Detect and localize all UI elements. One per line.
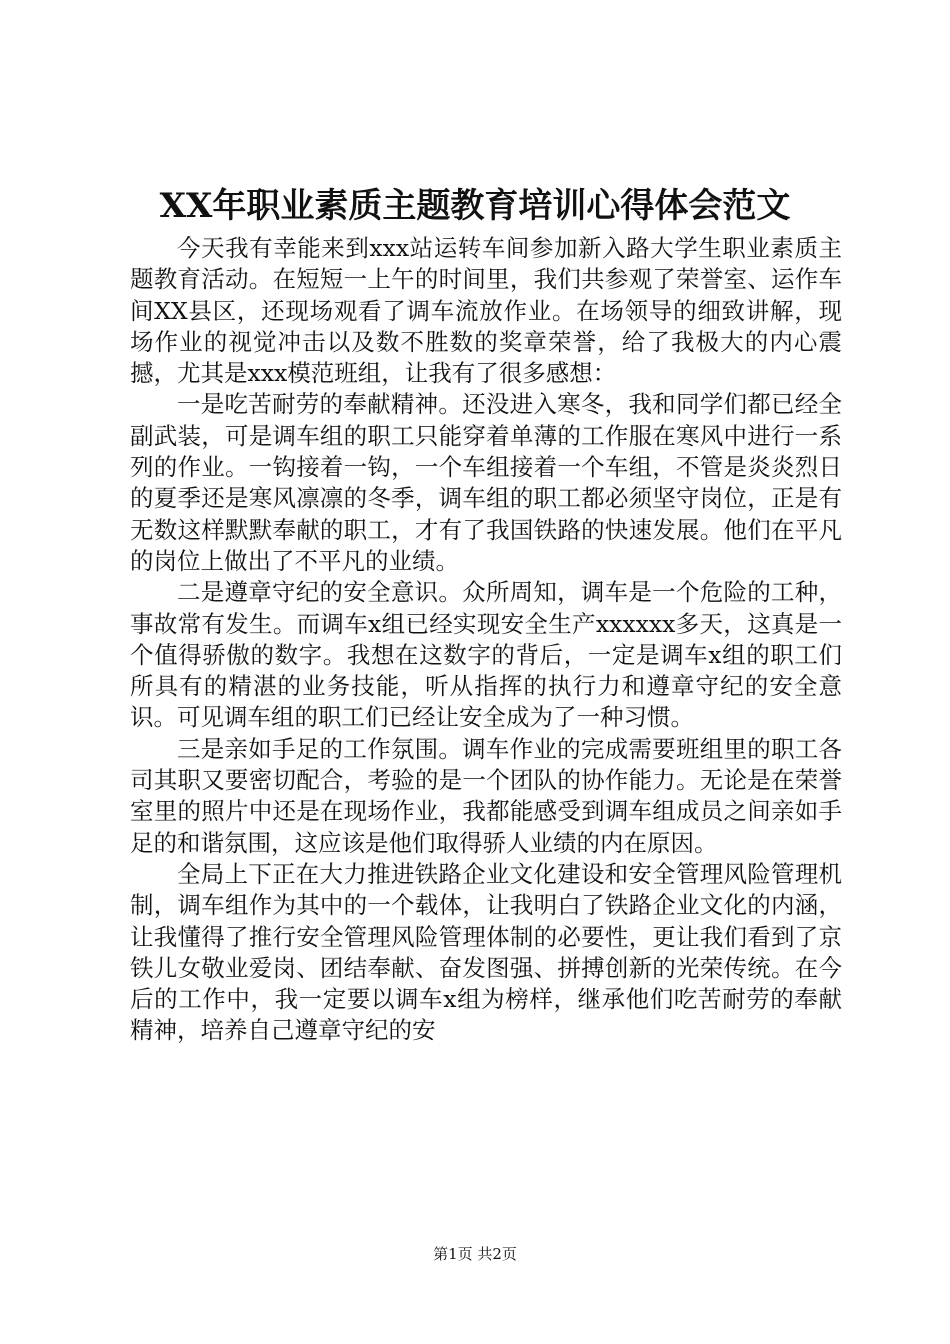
paragraph-conclusion: 全局上下正在大力推进铁路企业文化建设和安全管理风险管理机制，调车组作为其中的一个载体，让我明白了铁路企业文化的内涵，让我懂得了推行安全管理风险管理体制的必要性，更让我们看到了京铁儿女敬业爱岗、团结奉献、奋发图强、拼搏创新的光荣传统。在今后的工作中，我一定要以调车x组为榜样，继承他们吃苦耐劳的奉献精神，培养自己遵章守纪的安 [130,859,842,1045]
paragraph-point-one: 一是吃苦耐劳的奉献精神。还没进入寒冬，我和同学们都已经全副武装，可是调车组的职工只能穿着单薄的工作服在寒风中进行一系列的作业。一钩接着一钩，一个车组接着一个车组，不管是炎炎烈日的夏季还是寒风凛凛的冬季，调车组的职工都必须坚守岗位，正是有无数这样默默奉献的职工，才有了我国铁路的快速发展。他们在平凡的岗位上做出了不平凡的业绩。 [130,390,842,575]
paragraph-intro: 今天我有幸能来到xxx站运转车间参加新入路大学生职业素质主题教育活动。在短短一上午的时间里，我们共参观了荣誉室、运作车间XX县区，还现场观看了调车流放作业。在场领导的细致讲解，现场作业的视觉冲击以及数不胜数的奖章荣誉，给了我极大的内心震撼，尤其是xxx模范班组，让我有了很多感想： [130,234,842,388]
document-body [130,233,842,1047]
document-title: XX年职业素质主题教育培训心得体会范文 [159,185,791,226]
paragraph-point-three: 三是亲如手足的工作氛围。调车作业的完成需要班组里的职工各司其职又要密切配合，考验的是一个团队的协作能力。无论是在荣誉室里的照片中还是在现场作业，我都能感受到调车组成员之间亲如手足的和谐氛围，这应该是他们取得骄人业绩的内在原因。 [130,734,842,857]
page-number-footer: 第1页 共2页 [433,1245,517,1263]
paragraph-point-two: 二是遵章守纪的安全意识。众所周知，调车是一个危险的工种，事故常有发生。而调车x组已经实现安全生产xxxxxx多天，这真是一个值得骄傲的数字。我想在这数字的背后，一定是调车x组的职工们所具有的精湛的业务技能，听从指挥的执行力和遵章守纪的安全意识。可见调车组的职工们已经让安全成为了一种习惯。 [130,578,842,732]
